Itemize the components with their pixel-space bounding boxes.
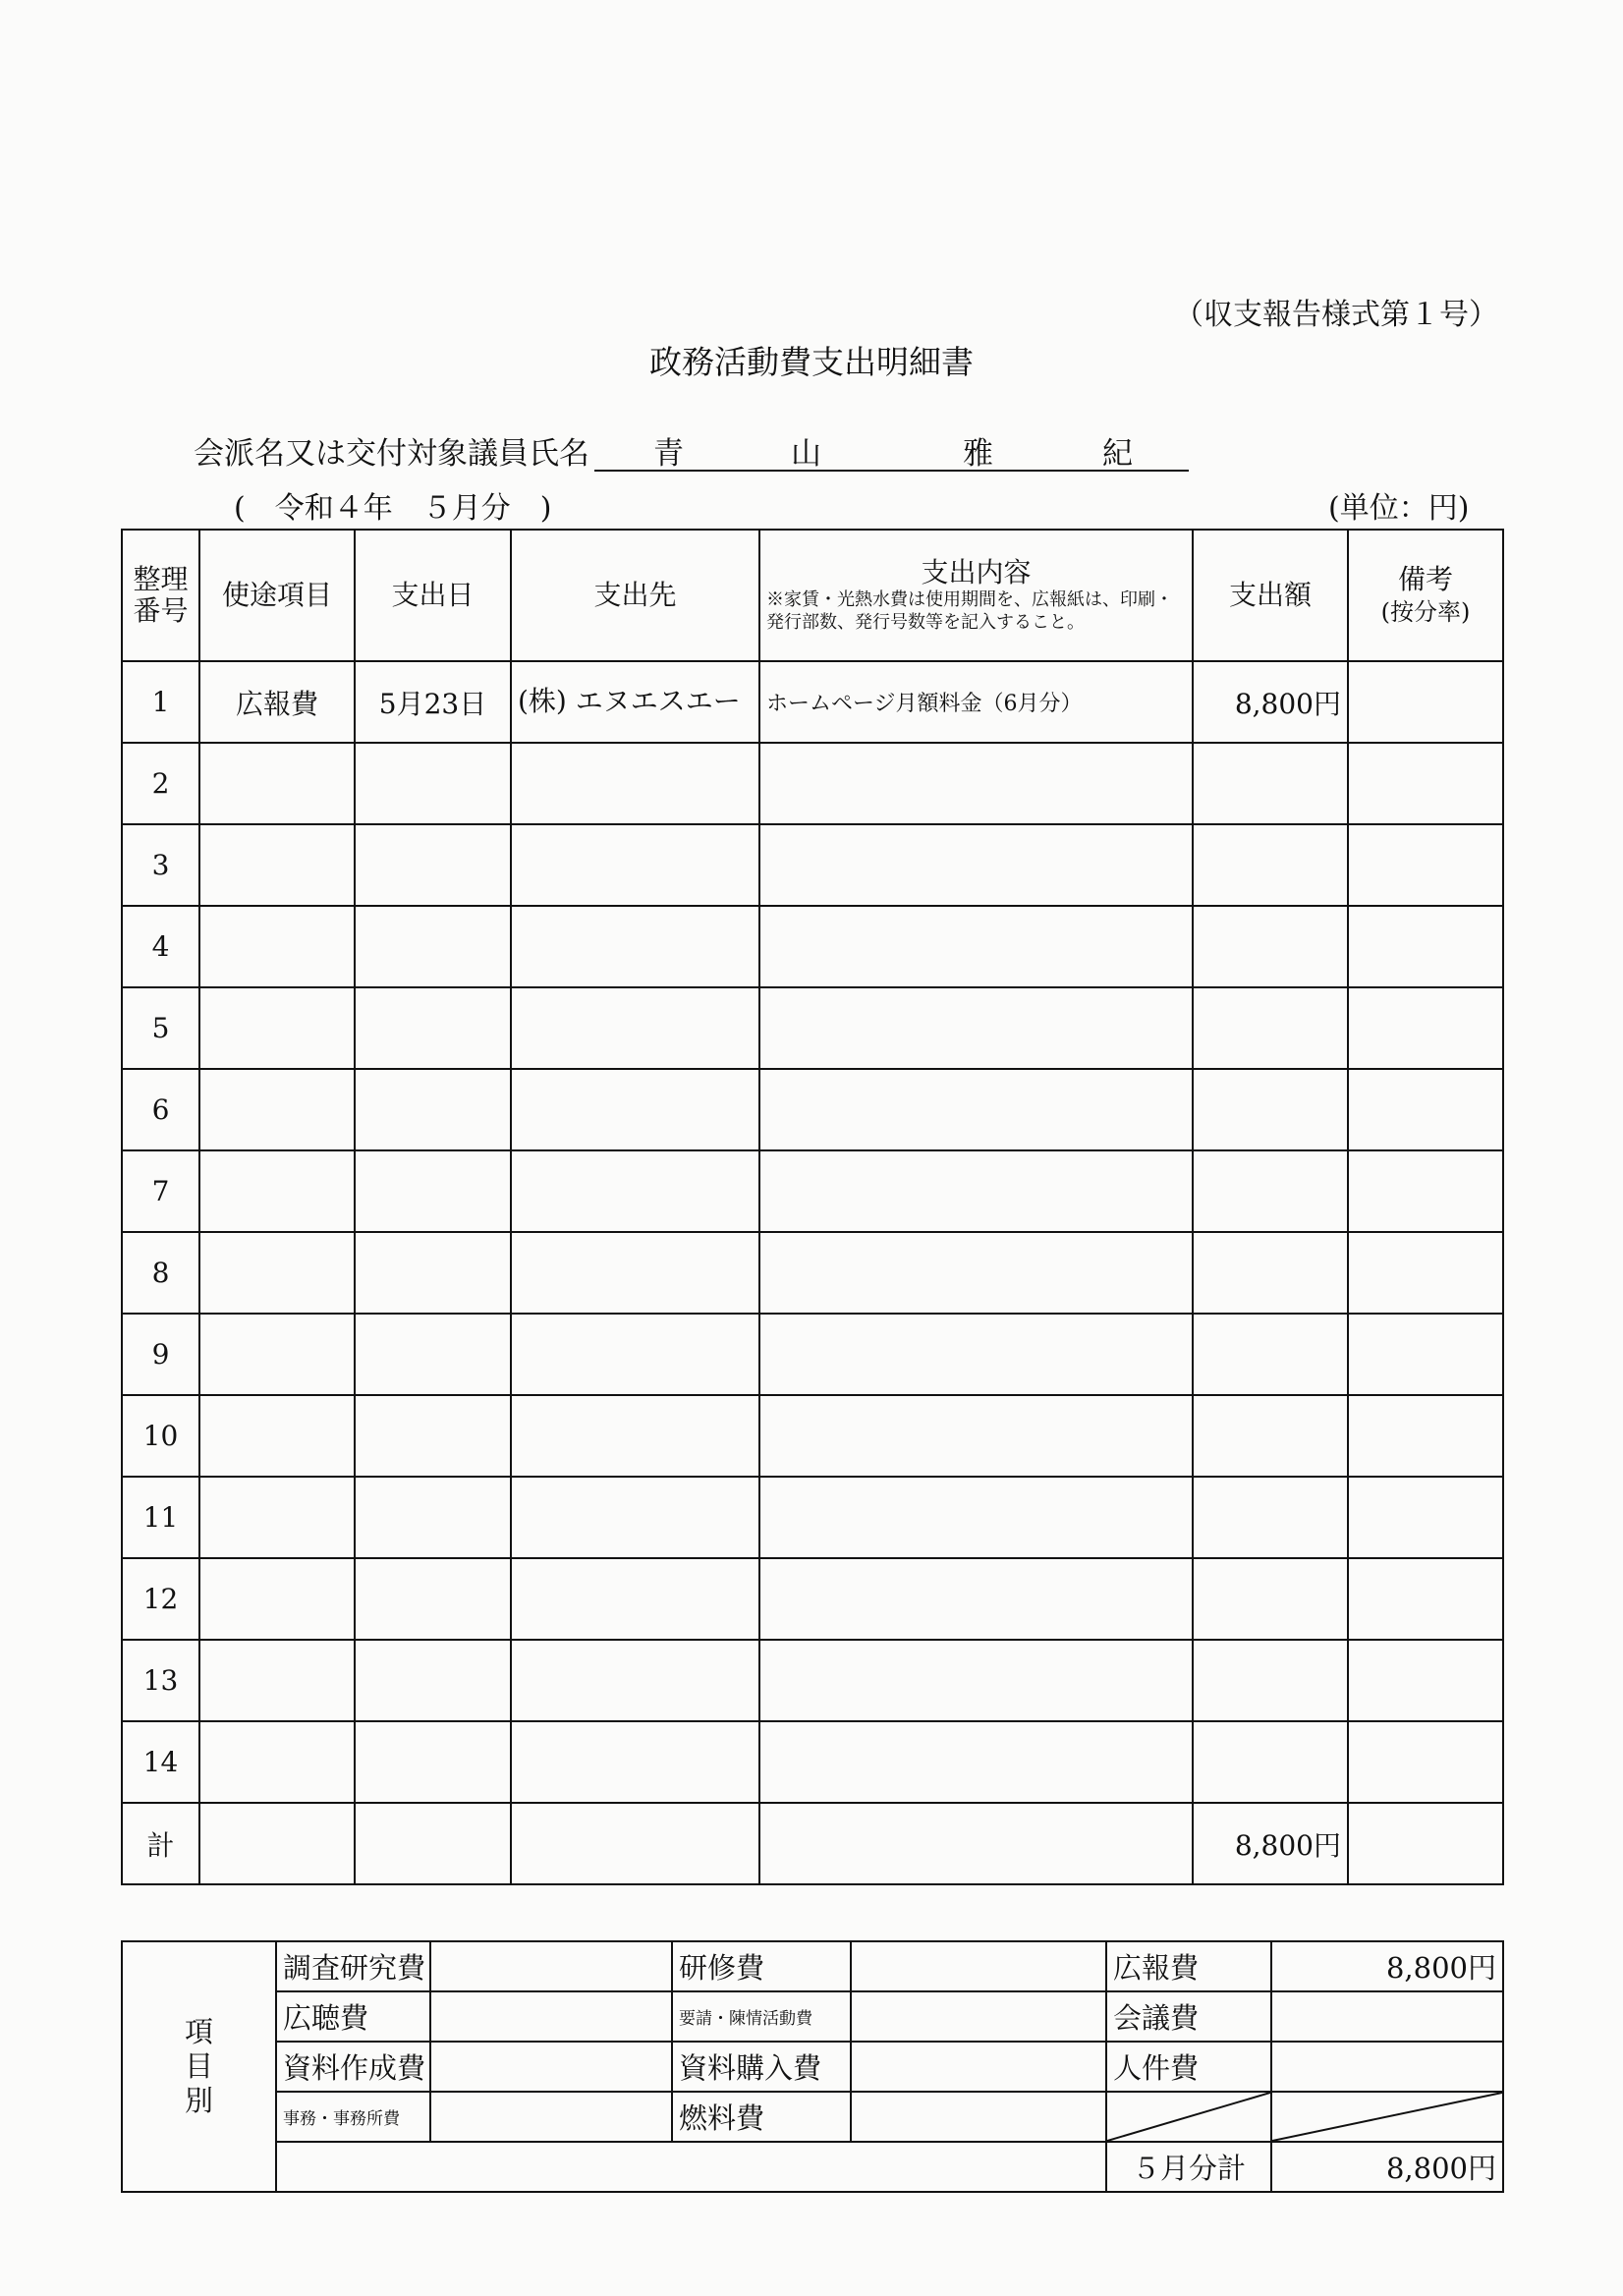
- row-usage: [199, 1477, 355, 1558]
- row-number: 11: [122, 1477, 199, 1558]
- header-number: 整理 番号: [122, 530, 199, 661]
- row-remarks: [1348, 1558, 1503, 1640]
- row-payee: [511, 1721, 759, 1803]
- row-content: ホームページ月額料金（6月分）: [759, 661, 1193, 743]
- header-usage: 使途項目: [199, 530, 355, 661]
- row-payee: (株) エヌエスエー: [511, 661, 759, 743]
- total-blank-cell: [1348, 1803, 1503, 1884]
- row-number: 1: [122, 661, 199, 743]
- row-remarks: [1348, 1721, 1503, 1803]
- table-row: [122, 743, 1503, 824]
- summary-value-publicity: 8,800円: [1271, 1941, 1503, 1991]
- row-date: [355, 743, 511, 824]
- row-content: [759, 1558, 1193, 1640]
- row-usage: [199, 987, 355, 1069]
- row-number: 13: [122, 1640, 199, 1721]
- row-number: 6: [122, 1069, 199, 1150]
- member-name-char: 青: [653, 436, 684, 472]
- row-remarks: [1348, 661, 1503, 743]
- row-content: [759, 1640, 1193, 1721]
- row-content: [759, 1069, 1193, 1150]
- member-name-char: 紀: [1102, 436, 1133, 472]
- summary-blank-area: [276, 2142, 1106, 2192]
- row-amount: [1193, 1721, 1348, 1803]
- row-usage: [199, 1640, 355, 1721]
- row-usage: [199, 906, 355, 987]
- summary-label-meeting: 会議費: [1106, 1991, 1271, 2042]
- row-remarks: [1348, 1150, 1503, 1232]
- header-payee: 支出先: [511, 530, 759, 661]
- row-remarks: [1348, 906, 1503, 987]
- row-date: [355, 1150, 511, 1232]
- row-date: [355, 1640, 511, 1721]
- row-date: [355, 1232, 511, 1314]
- row-amount: [1193, 1395, 1348, 1477]
- summary-label-materials-creation: 資料作成費: [276, 2042, 430, 2092]
- total-blank-cell: [759, 1803, 1193, 1884]
- row-remarks: [1348, 824, 1503, 906]
- row-content: [759, 1150, 1193, 1232]
- summary-side-label: 項 目 別: [122, 1941, 276, 2192]
- summary-value-meeting: [1271, 1991, 1503, 2042]
- table-row: [122, 824, 1503, 906]
- diagonal-blank-cell: [1106, 2092, 1271, 2142]
- row-payee: [511, 1150, 759, 1232]
- row-date: [355, 1558, 511, 1640]
- row-content: [759, 1232, 1193, 1314]
- row-usage: [199, 1558, 355, 1640]
- summary-label-hearing: 広聴費: [276, 1991, 430, 2042]
- row-date: [355, 1721, 511, 1803]
- row-payee: [511, 1477, 759, 1558]
- total-label: 計: [122, 1803, 199, 1884]
- row-usage: [199, 1314, 355, 1395]
- row-content: [759, 743, 1193, 824]
- member-name-field: [594, 428, 1189, 472]
- summary-label-petition: 要請・陳情活動費: [672, 1991, 851, 2042]
- diagonal-blank-cell: [1271, 2092, 1503, 2142]
- row-payee: [511, 1314, 759, 1395]
- row-content: [759, 1314, 1193, 1395]
- total-row: [122, 1803, 1503, 1884]
- row-number: 2: [122, 743, 199, 824]
- month-total-label: ５月分計: [1106, 2142, 1271, 2192]
- summary-value-training: [851, 1941, 1106, 1991]
- row-payee: [511, 1232, 759, 1314]
- table-row: [122, 1558, 1503, 1640]
- table-header-row: [122, 530, 1503, 661]
- row-remarks: [1348, 1232, 1503, 1314]
- row-remarks: [1348, 1069, 1503, 1150]
- period: ( 令和４年 ５月分 ): [234, 491, 552, 526]
- row-usage: [199, 743, 355, 824]
- row-payee: [511, 743, 759, 824]
- row-usage: [199, 1069, 355, 1150]
- total-blank-cell: [511, 1803, 759, 1884]
- table-row: [122, 1395, 1503, 1477]
- row-usage: [199, 1721, 355, 1803]
- header-remarks: 備考 (按分率): [1348, 530, 1503, 661]
- row-content: [759, 1721, 1193, 1803]
- summary-value-office: [430, 2092, 672, 2142]
- row-date: 5月23日: [355, 661, 511, 743]
- table-row: [122, 661, 1503, 743]
- row-date: [355, 1069, 511, 1150]
- row-amount: [1193, 1150, 1348, 1232]
- row-number: 9: [122, 1314, 199, 1395]
- row-remarks: [1348, 1640, 1503, 1721]
- document-title: 政務活動費支出明細書: [649, 343, 974, 381]
- summary-label-fuel: 燃料費: [672, 2092, 851, 2142]
- row-number: 5: [122, 987, 199, 1069]
- row-usage: [199, 1395, 355, 1477]
- month-total-value: 8,800円: [1271, 2142, 1503, 2192]
- row-payee: [511, 906, 759, 987]
- row-number: 4: [122, 906, 199, 987]
- summary-value-personnel: [1271, 2042, 1503, 2092]
- row-content: [759, 1477, 1193, 1558]
- summary-label-training: 研修費: [672, 1941, 851, 1991]
- total-amount: 8,800円: [1193, 1803, 1348, 1884]
- summary-value-materials-purchase: [851, 2042, 1106, 2092]
- row-content: [759, 906, 1193, 987]
- table-row: [122, 1721, 1503, 1803]
- table-row: [122, 1069, 1503, 1150]
- table-row: [122, 1314, 1503, 1395]
- table-row: [122, 987, 1503, 1069]
- summary-label-publicity: 広報費: [1106, 1941, 1271, 1991]
- content-note: ※家賃・光熱水費は使用期間を、広報紙は、印刷・発行部数、発行号数等を記入すること。: [766, 588, 1173, 634]
- row-remarks: [1348, 1314, 1503, 1395]
- row-amount: [1193, 1477, 1348, 1558]
- row-remarks: [1348, 987, 1503, 1069]
- total-blank-cell: [355, 1803, 511, 1884]
- row-content: [759, 1395, 1193, 1477]
- table-row: [122, 1150, 1503, 1232]
- row-amount: [1193, 1640, 1348, 1721]
- row-date: [355, 1477, 511, 1558]
- row-usage: [199, 824, 355, 906]
- row-date: [355, 1395, 511, 1477]
- row-usage: 広報費: [199, 661, 355, 743]
- summary-value-research: [430, 1941, 672, 1991]
- row-number: 8: [122, 1232, 199, 1314]
- row-payee: [511, 1640, 759, 1721]
- expense-table: [121, 529, 1504, 1885]
- table-row: [122, 1477, 1503, 1558]
- summary-label-research: 調査研究費: [276, 1941, 430, 1991]
- row-amount: [1193, 1558, 1348, 1640]
- header-content: 支出内容 ※家賃・光熱水費は使用期間を、広報紙は、印刷・発行部数、発行号数等を記入すること。: [759, 530, 1193, 661]
- header-amount: 支出額: [1193, 530, 1348, 661]
- row-amount: [1193, 743, 1348, 824]
- row-date: [355, 987, 511, 1069]
- row-usage: [199, 1232, 355, 1314]
- row-number: 3: [122, 824, 199, 906]
- summary-value-petition: [851, 1991, 1106, 2042]
- row-amount: [1193, 1232, 1348, 1314]
- row-amount: [1193, 1314, 1348, 1395]
- row-date: [355, 906, 511, 987]
- table-row: [122, 1232, 1503, 1314]
- total-blank-cell: [199, 1803, 355, 1884]
- summary-value-hearing: [430, 1991, 672, 2042]
- row-content: [759, 824, 1193, 906]
- header-date: 支出日: [355, 530, 511, 661]
- row-content: [759, 987, 1193, 1069]
- row-date: [355, 824, 511, 906]
- row-remarks: [1348, 1395, 1503, 1477]
- row-number: 12: [122, 1558, 199, 1640]
- row-amount: [1193, 1069, 1348, 1150]
- form-code: （収支報告様式第１号）: [1174, 298, 1498, 332]
- table-row: [122, 1640, 1503, 1721]
- summary-table: [121, 1940, 1504, 2193]
- row-payee: [511, 1069, 759, 1150]
- summary-label-materials-purchase: 資料購入費: [672, 2042, 851, 2092]
- row-amount: [1193, 987, 1348, 1069]
- row-remarks: [1348, 743, 1503, 824]
- row-usage: [199, 1150, 355, 1232]
- row-payee: [511, 1558, 759, 1640]
- row-payee: [511, 824, 759, 906]
- summary-value-materials-creation: [430, 2042, 672, 2092]
- row-amount: [1193, 906, 1348, 987]
- row-payee: [511, 987, 759, 1069]
- summary-value-fuel: [851, 2092, 1106, 2142]
- row-payee: [511, 1395, 759, 1477]
- row-number: 14: [122, 1721, 199, 1803]
- summary-label-personnel: 人件費: [1106, 2042, 1271, 2092]
- row-amount: [1193, 824, 1348, 906]
- member-label: 会派名又は交付対象議員氏名: [194, 436, 589, 472]
- row-number: 10: [122, 1395, 199, 1477]
- row-amount: 8,800円: [1193, 661, 1348, 743]
- member-name-char: 雅: [963, 436, 993, 472]
- row-number: 7: [122, 1150, 199, 1232]
- table-row: [122, 906, 1503, 987]
- member-name-char: 山: [791, 436, 821, 472]
- row-remarks: [1348, 1477, 1503, 1558]
- unit-label: (単位：円): [1328, 491, 1470, 526]
- row-date: [355, 1314, 511, 1395]
- summary-label-office: 事務・事務所費: [276, 2092, 430, 2142]
